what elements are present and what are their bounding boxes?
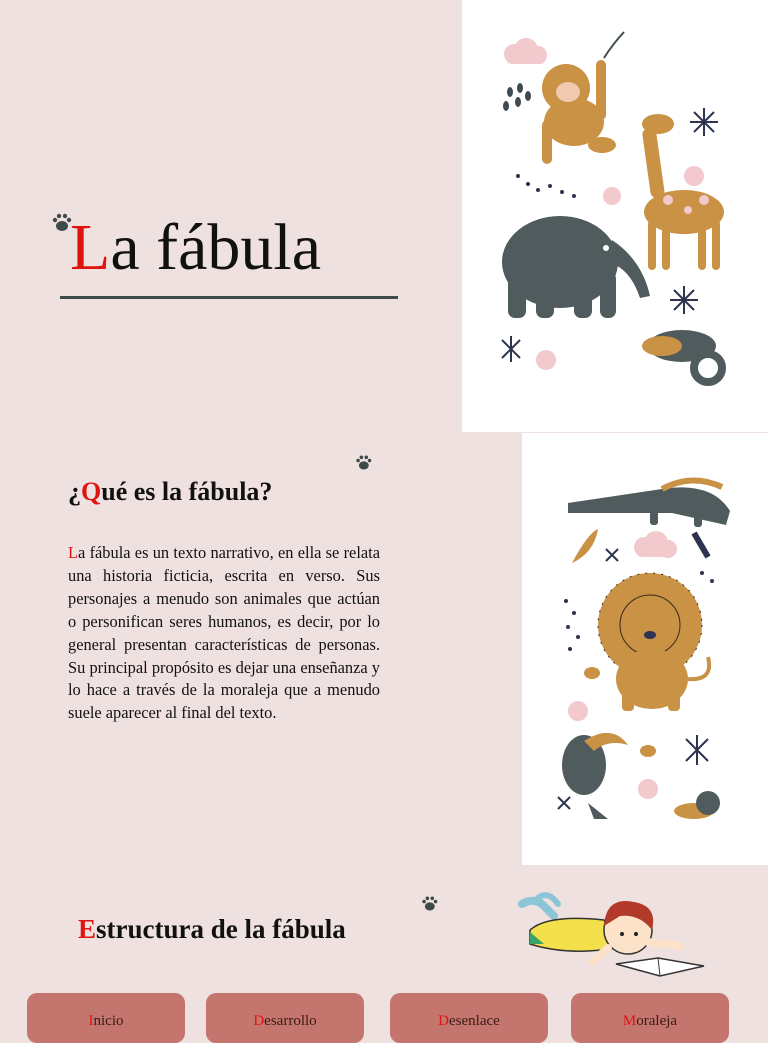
- heading-first-letter: E: [78, 914, 97, 944]
- title-first-letter: L: [70, 211, 111, 284]
- paw-print-icon: [420, 895, 438, 913]
- paragraph-first-letter: L: [68, 543, 79, 562]
- heading-first-letter: Q: [81, 477, 102, 506]
- structure-part-desenlace: [390, 993, 548, 1043]
- structure-part-inicio: [27, 993, 185, 1043]
- what-is-heading: [68, 474, 272, 510]
- part-first-letter: D: [253, 1013, 265, 1029]
- paw-print-icon: [354, 454, 372, 472]
- child-reading-illustration: [508, 886, 718, 980]
- animals-illustration-top: [462, 0, 768, 432]
- page-title: [70, 208, 321, 288]
- part-first-letter: D: [438, 1013, 450, 1029]
- title-underline: [60, 296, 398, 299]
- part-rest: oraleja: [636, 1013, 678, 1029]
- paw-print-icon: [50, 212, 72, 234]
- animals-illustration-middle: [522, 433, 768, 865]
- part-first-letter: I: [88, 1013, 94, 1029]
- structure-heading: [78, 910, 346, 948]
- part-rest: esenlace: [449, 1013, 500, 1029]
- heading-prefix: ¿: [68, 477, 81, 506]
- part-first-letter: M: [622, 1013, 637, 1029]
- part-rest: esarrollo: [264, 1013, 317, 1029]
- heading-rest: ué es la fábula?: [101, 477, 273, 506]
- definition-paragraph: [68, 542, 380, 725]
- animals-illustration-card-top: [462, 0, 768, 432]
- animals-illustration-card-middle: [522, 433, 768, 865]
- heading-rest: structura de la fábula: [96, 914, 346, 944]
- structure-part-moraleja: [571, 993, 729, 1043]
- paragraph-rest: a fábula es un texto narrativo, en ella se relata una historia ficticia, escrita en verso. Sus personajes a menudo son animales que actúan o personifican seres humanos, es decir, por lo general presentan características de personas. Su principal propósito es dejar una enseñanza y lo hace a través de la moraleja que a menudo suele aparecer al final del texto.: [68, 543, 380, 723]
- structure-part-desarrollo: [206, 993, 364, 1043]
- part-rest: nicio: [93, 1013, 124, 1029]
- title-rest: a fábula: [110, 211, 322, 284]
